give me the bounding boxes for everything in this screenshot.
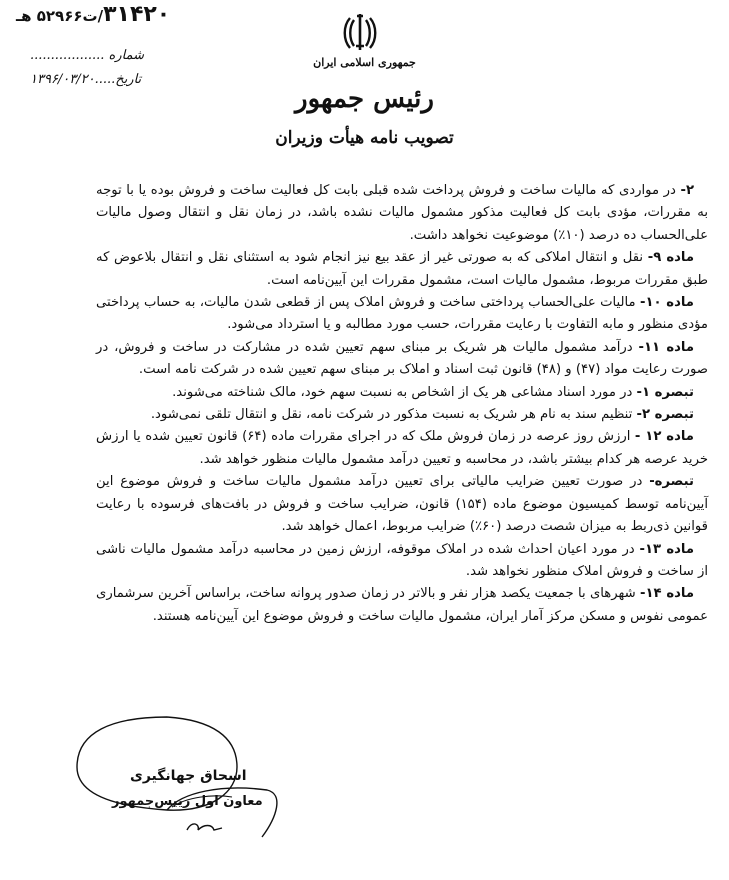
paragraph-note-1 <box>96 382 708 404</box>
paragraph-text: شهرهای با جمعیت یکصد هزار نفر و بالاتر در زمان صدور پروانه ساخت، براساس آخرین سرشماری عمومی نفوس و مسکن مرکز آمار ایران، مشمول مالیات ساخت و فروش موضوع این آیین‌نامه هستند. <box>96 586 708 624</box>
paragraph-label: ماده ۱۲ - <box>634 429 694 445</box>
paragraph-text: درآمد مشمول مالیات هر شریک بر مبنای سهم تعیین شده در مشارکت در ساخت و فروش، در صورت رعایت مواد (۴۷) و (۴۸) قانون ثبت اسناد و املاک بر مبنای سهم تعیین شده در شرکت نامه است. <box>96 339 708 378</box>
paragraph-article-13 <box>96 539 708 584</box>
paragraph-label: ماده ۱۱- <box>638 339 695 355</box>
iran-emblem-icon <box>342 12 378 54</box>
paragraph-text: تنظیم سند به نام هر شریک به نسبت مذکور در شرکت نامه، نقل و انتقال تلقی نمی‌شود. <box>150 407 633 423</box>
signatory-title: معاون اول رییس‌جمهور <box>112 794 263 809</box>
paragraph-label: ماده ۱۰- <box>639 295 694 311</box>
reference-number: ۳۱۴۲۰/ت۵۲۹۶۶ هـ <box>16 2 171 27</box>
paragraph-label: ماده ۹- <box>647 250 694 266</box>
paragraph-text: در صورت تعیین ضرایب مالیاتی برای تعیین درآمد مشمول مالیات ساخت و فروش موضوع این آیین‌نامه توسط کمیسیون موضوع ماده (۱۵۴) قانون، ضرایب ساخت و فروش در بافت‌های فرسوده با رعایت قوانین ذی‌ربط به میزان شصت درصد (۶۰٪) ضرایب مربوط، اعمال خواهد شد. <box>96 474 708 535</box>
paragraph-label: تبصره ۱- <box>636 384 694 400</box>
reference-number-large: ۳۱۴۲۰ <box>103 2 171 27</box>
paragraph-clause-2 <box>96 180 708 247</box>
reference-number-small: ت۵۲۹۶۶ هـ <box>16 7 98 25</box>
document-body <box>96 180 708 628</box>
paragraph-label: تبصره- <box>649 474 694 490</box>
signatory-name: اسحاق جهانگیری <box>130 768 247 784</box>
paragraph-article-14 <box>96 583 708 628</box>
date-label: تاریخ <box>115 72 142 87</box>
paragraph-article-10 <box>96 292 708 337</box>
document-subtitle: تصویب نامه هیأت وزیران <box>275 128 454 148</box>
paragraph-text: در مواردی که مالیات ساخت و فروش پرداخت شده قبلی بابت کل فعالیت ساخت و فروش بوده یا با توجه به مقررات، مؤدی بابت کل فعالیت مذکور مشمول مالیات نشده باشد، در زمان نقل و انتقال وصول مالیات علی‌الحساب ده درصد (۱۰٪) موضوعیت نخواهد داشت. <box>96 183 708 243</box>
paragraph-note <box>96 471 708 538</box>
paragraph-article-9 <box>96 247 708 292</box>
paragraph-text: نقل و انتقال املاکی که به صورتی غیر از عقد بیع نیز انجام شود به استثنای نقل و انتقال بلاعوض که طبق مقررات مربوط، مشمول مالیات است، مشمول مقررات این آیین‌نامه است. <box>96 250 708 288</box>
paragraph-label: تبصره ۲- <box>636 407 694 423</box>
paragraph-label: ماده ۱۴- <box>640 586 694 602</box>
paragraph-article-11 <box>96 337 708 382</box>
republic-title: جمهوری اسلامی ایران <box>313 56 416 69</box>
paragraph-text: مالیات علی‌الحساب پرداختی ساخت و فروش املاک پس از قطعی شدن مالیات، به حساب پرداختی مؤدی منظور و مابه التفاوت با رعایت مقررات، حسب مورد مطالبه و یا استرداد می‌شود. <box>96 295 708 333</box>
date-field: تاریخ.....۱۳۹۶/۰۳/۲۰ <box>30 72 142 87</box>
office-title: رئیس جمهور <box>295 84 434 114</box>
number-field: شماره .................. <box>30 48 144 63</box>
paragraph-article-12 <box>96 426 708 471</box>
paragraph-text: در مورد اسناد مشاعی هر یک از اشخاص به نسبت سهم خود، مالک شناخته می‌شوند. <box>172 384 633 400</box>
paragraph-label: ماده ۱۳- <box>639 541 694 557</box>
paragraph-label: ۲- <box>680 183 694 198</box>
date-value: ۱۳۹۶/۰۳/۲۰ <box>30 72 95 87</box>
paragraph-text: در مورد اعیان احداث شده در املاک موقوفه، ارزش زمین در محاسبه درآمد مشمول مالیات ناشی از ساخت و فروش املاک منظور نخواهد شد. <box>96 541 708 579</box>
paragraph-text: ارزش روز عرصه در زمان فروش ملک که در اجرای مقررات ماده (۶۴) قانون تعیین شده یا ارزش خرید عرصه هر کدام بیشتر باشد، در محاسبه و تعیین درآمد مشمول مالیات منظور خواهد شد. <box>96 429 708 467</box>
paragraph-note-2 <box>96 404 708 426</box>
